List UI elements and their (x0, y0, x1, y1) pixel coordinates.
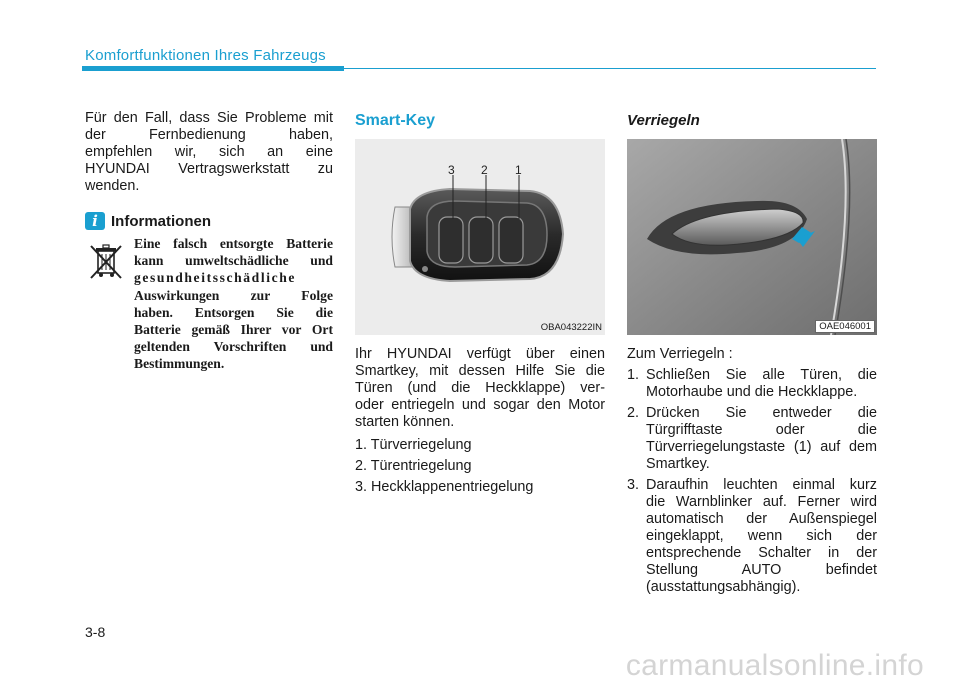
smart-key-figure (355, 139, 605, 335)
list-item (627, 405, 877, 473)
key-label-2: 2 (481, 163, 488, 177)
intro-paragraph (85, 110, 333, 195)
header-title: Komfortfunktionen Ihres Fahrzeugs (85, 47, 326, 64)
figure-code: OBA043222IN (540, 322, 602, 333)
intro-line: wenden. (85, 178, 140, 194)
list-item: 2. Türentriegelung (355, 458, 472, 474)
step-line: Smartkey. (646, 456, 710, 472)
smart-key-list (355, 437, 605, 496)
step-line: die Warnblinker auf. Ferner wird (646, 494, 877, 510)
intro-line: HYUNDAI Vertragswerkstatt zu (85, 161, 333, 177)
step-number: 2. (627, 405, 640, 421)
smart-key-body (355, 346, 605, 500)
section-title-verriegeln: Verriegeln (627, 112, 700, 129)
step-line: Schließen Sie alle Türen, die (646, 367, 877, 383)
info-line: gesundheitsschädliche (134, 270, 297, 286)
step-number: 1. (627, 367, 640, 383)
info-line: haben. Entsorgen Sie die (134, 304, 333, 320)
step-line: eingeklappt, wenn sich der (646, 528, 877, 544)
door-handle-figure (627, 139, 877, 335)
smart-key-illustration (355, 139, 605, 335)
key-label-1: 1 (515, 163, 522, 177)
body-line: Smartkey, mit dessen Hilfe Sie die (355, 363, 605, 379)
header-rule-thin (344, 68, 876, 69)
step-text (646, 367, 877, 401)
step-line: Motorhaube und die Heckklappe. (646, 384, 858, 400)
step-line: entsprechende Schalter in der (646, 545, 877, 561)
step-line: Türgrifftaste oder die (646, 422, 877, 438)
intro-line: Für den Fall, dass Sie Probleme mit (85, 110, 333, 126)
info-title: Informationen (111, 212, 211, 230)
info-line: Bestimmungen. (134, 356, 225, 372)
list-item (627, 367, 877, 401)
step-line: Drücken Sie entweder die (646, 405, 877, 421)
body-line: oder entriegeln und sogar den Motor (355, 397, 605, 413)
step-line: Daraufhin leuchten einmal kurz (646, 477, 877, 493)
page-number: 3-8 (85, 624, 106, 640)
info-line: Eine falsch entsorgte Batterie (134, 236, 333, 251)
step-text (646, 477, 877, 596)
step-line: (ausstattungsabhängig). (646, 579, 801, 595)
info-line: geltenden Vorschriften und (134, 339, 333, 355)
step-line: Türverriegelungstaste (1) auf dem (646, 439, 877, 455)
watermark: carmanualsonline.info (625, 649, 924, 682)
body-line: Ihr HYUNDAI verfügt über einen (355, 346, 605, 362)
verriegeln-body (627, 346, 877, 600)
step-line: Stellung AUTO befindet (646, 562, 877, 578)
info-text (134, 235, 333, 373)
info-heading (85, 212, 211, 230)
verriegeln-intro: Zum Verriegeln : (627, 346, 733, 362)
info-line: Batterie gemäß Ihrer vor Ort (134, 322, 333, 338)
verriegeln-steps (627, 367, 877, 596)
list-item (627, 477, 877, 596)
intro-line: der Fernbedienung haben, (85, 127, 333, 143)
intro-line: empfehlen wir, sich an eine (85, 144, 333, 160)
door-handle-illustration (627, 139, 877, 335)
body-line: starten können. (355, 414, 455, 430)
figure-code: OAE046001 (815, 320, 875, 333)
section-title-smart-key: Smart-Key (355, 112, 436, 129)
info-line: kann umweltschädliche und (134, 253, 333, 269)
list-item: 3. Heckklappenentriegelung (355, 479, 534, 495)
body-line: Türen (und die Heckklappe) ver- (355, 380, 605, 396)
step-line: automatisch der Außenspiegel (646, 511, 877, 527)
info-line: Auswirkungen zur Folge (134, 287, 333, 303)
list-item: 1. Türverriegelung (355, 437, 472, 453)
info-icon: i (85, 212, 105, 230)
key-label-3: 3 (448, 163, 455, 177)
header-rule-thick (82, 66, 344, 71)
step-number: 3. (627, 477, 640, 493)
crossed-out-bin-icon (85, 240, 127, 282)
step-text (646, 405, 877, 473)
